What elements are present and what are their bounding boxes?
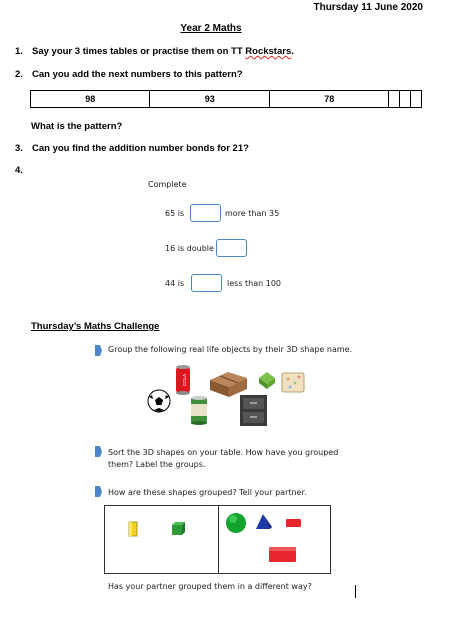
question-1	[15, 46, 294, 57]
complete-line3-suffix: less than 100	[227, 279, 282, 288]
answer-box-3[interactable]	[191, 274, 222, 292]
red-cuboid-large-icon	[269, 547, 296, 562]
cardboard-box-icon	[210, 372, 247, 397]
green-cube-icon	[259, 372, 275, 389]
challenge-title: Thursday’s Maths Challenge	[31, 321, 160, 332]
complete-line1-prefix: 65 is	[165, 209, 185, 218]
complete-heading: Complete	[148, 180, 187, 189]
question-number: 3.	[15, 143, 23, 154]
red-cuboid-small-icon	[286, 519, 301, 527]
pattern-question: What is the pattern?	[31, 121, 123, 132]
football-icon	[148, 390, 170, 412]
complete-line2-prefix: 16 is double	[165, 244, 214, 253]
pattern-cell[interactable]	[411, 91, 422, 108]
pattern-cell[interactable]: 98	[31, 91, 150, 108]
bullet-icon	[94, 486, 102, 497]
pattern-cell[interactable]: 93	[150, 91, 269, 108]
pattern-cell[interactable]	[389, 91, 400, 108]
tt-rockstars-text: Rockstars	[245, 46, 292, 57]
green-cube-icon	[172, 522, 185, 535]
challenge-instruction-1: Group the following real life objects by their 3D shape name.	[108, 345, 353, 354]
question-text: Say your 3 times tables or practise them on TT	[32, 46, 246, 57]
instruction-2-line-2: them? Label the groups.	[108, 460, 206, 469]
tissue-box-icon	[282, 373, 304, 392]
blue-pyramid-icon	[256, 514, 272, 529]
question-text: Can you find the addition number bonds for 21?	[32, 143, 249, 154]
question-number: 1.	[15, 46, 23, 57]
question-text: Can you add the next numbers to this pattern?	[32, 69, 243, 80]
text-cursor	[355, 585, 356, 598]
answer-box-2[interactable]	[216, 239, 247, 257]
question-number: 4.	[15, 165, 23, 176]
complete-line1-suffix: more than 35	[225, 209, 280, 218]
green-sphere-icon	[226, 513, 246, 533]
answer-box-1[interactable]	[190, 204, 221, 222]
pattern-cell[interactable]: 78	[269, 91, 388, 108]
challenge-instruction-3: How are these shapes grouped? Tell your partner.	[108, 488, 307, 497]
yellow-cuboid-icon	[129, 522, 137, 536]
instruction-2-line-1: Sort the 3D shapes on your table. How have you grouped	[108, 448, 339, 457]
question-2	[15, 69, 243, 80]
date: Thursday 11 June 2020	[313, 2, 423, 13]
bullet-icon	[94, 446, 102, 457]
challenge-footer: Has your partner grouped them in a different way?	[108, 582, 312, 591]
bullet-icon	[94, 345, 102, 356]
pattern-table	[30, 90, 422, 108]
question-4	[15, 165, 32, 176]
tin-can-icon	[191, 396, 207, 425]
real-life-objects-image	[143, 362, 313, 430]
3d-shapes-image	[105, 506, 332, 575]
question-number: 2.	[15, 69, 23, 80]
page-title: Year 2 Maths	[180, 23, 242, 34]
question-3	[15, 143, 249, 154]
cola-can-icon	[176, 365, 190, 395]
shape-groups-table	[104, 505, 331, 574]
complete-line3-prefix: 44 is	[165, 279, 185, 288]
cola-can-label: COLA	[182, 373, 187, 387]
challenge-instruction-2	[108, 447, 338, 471]
pattern-cell[interactable]	[400, 91, 411, 108]
cabinet-icon	[240, 395, 267, 426]
question-text-end: .	[291, 46, 294, 57]
